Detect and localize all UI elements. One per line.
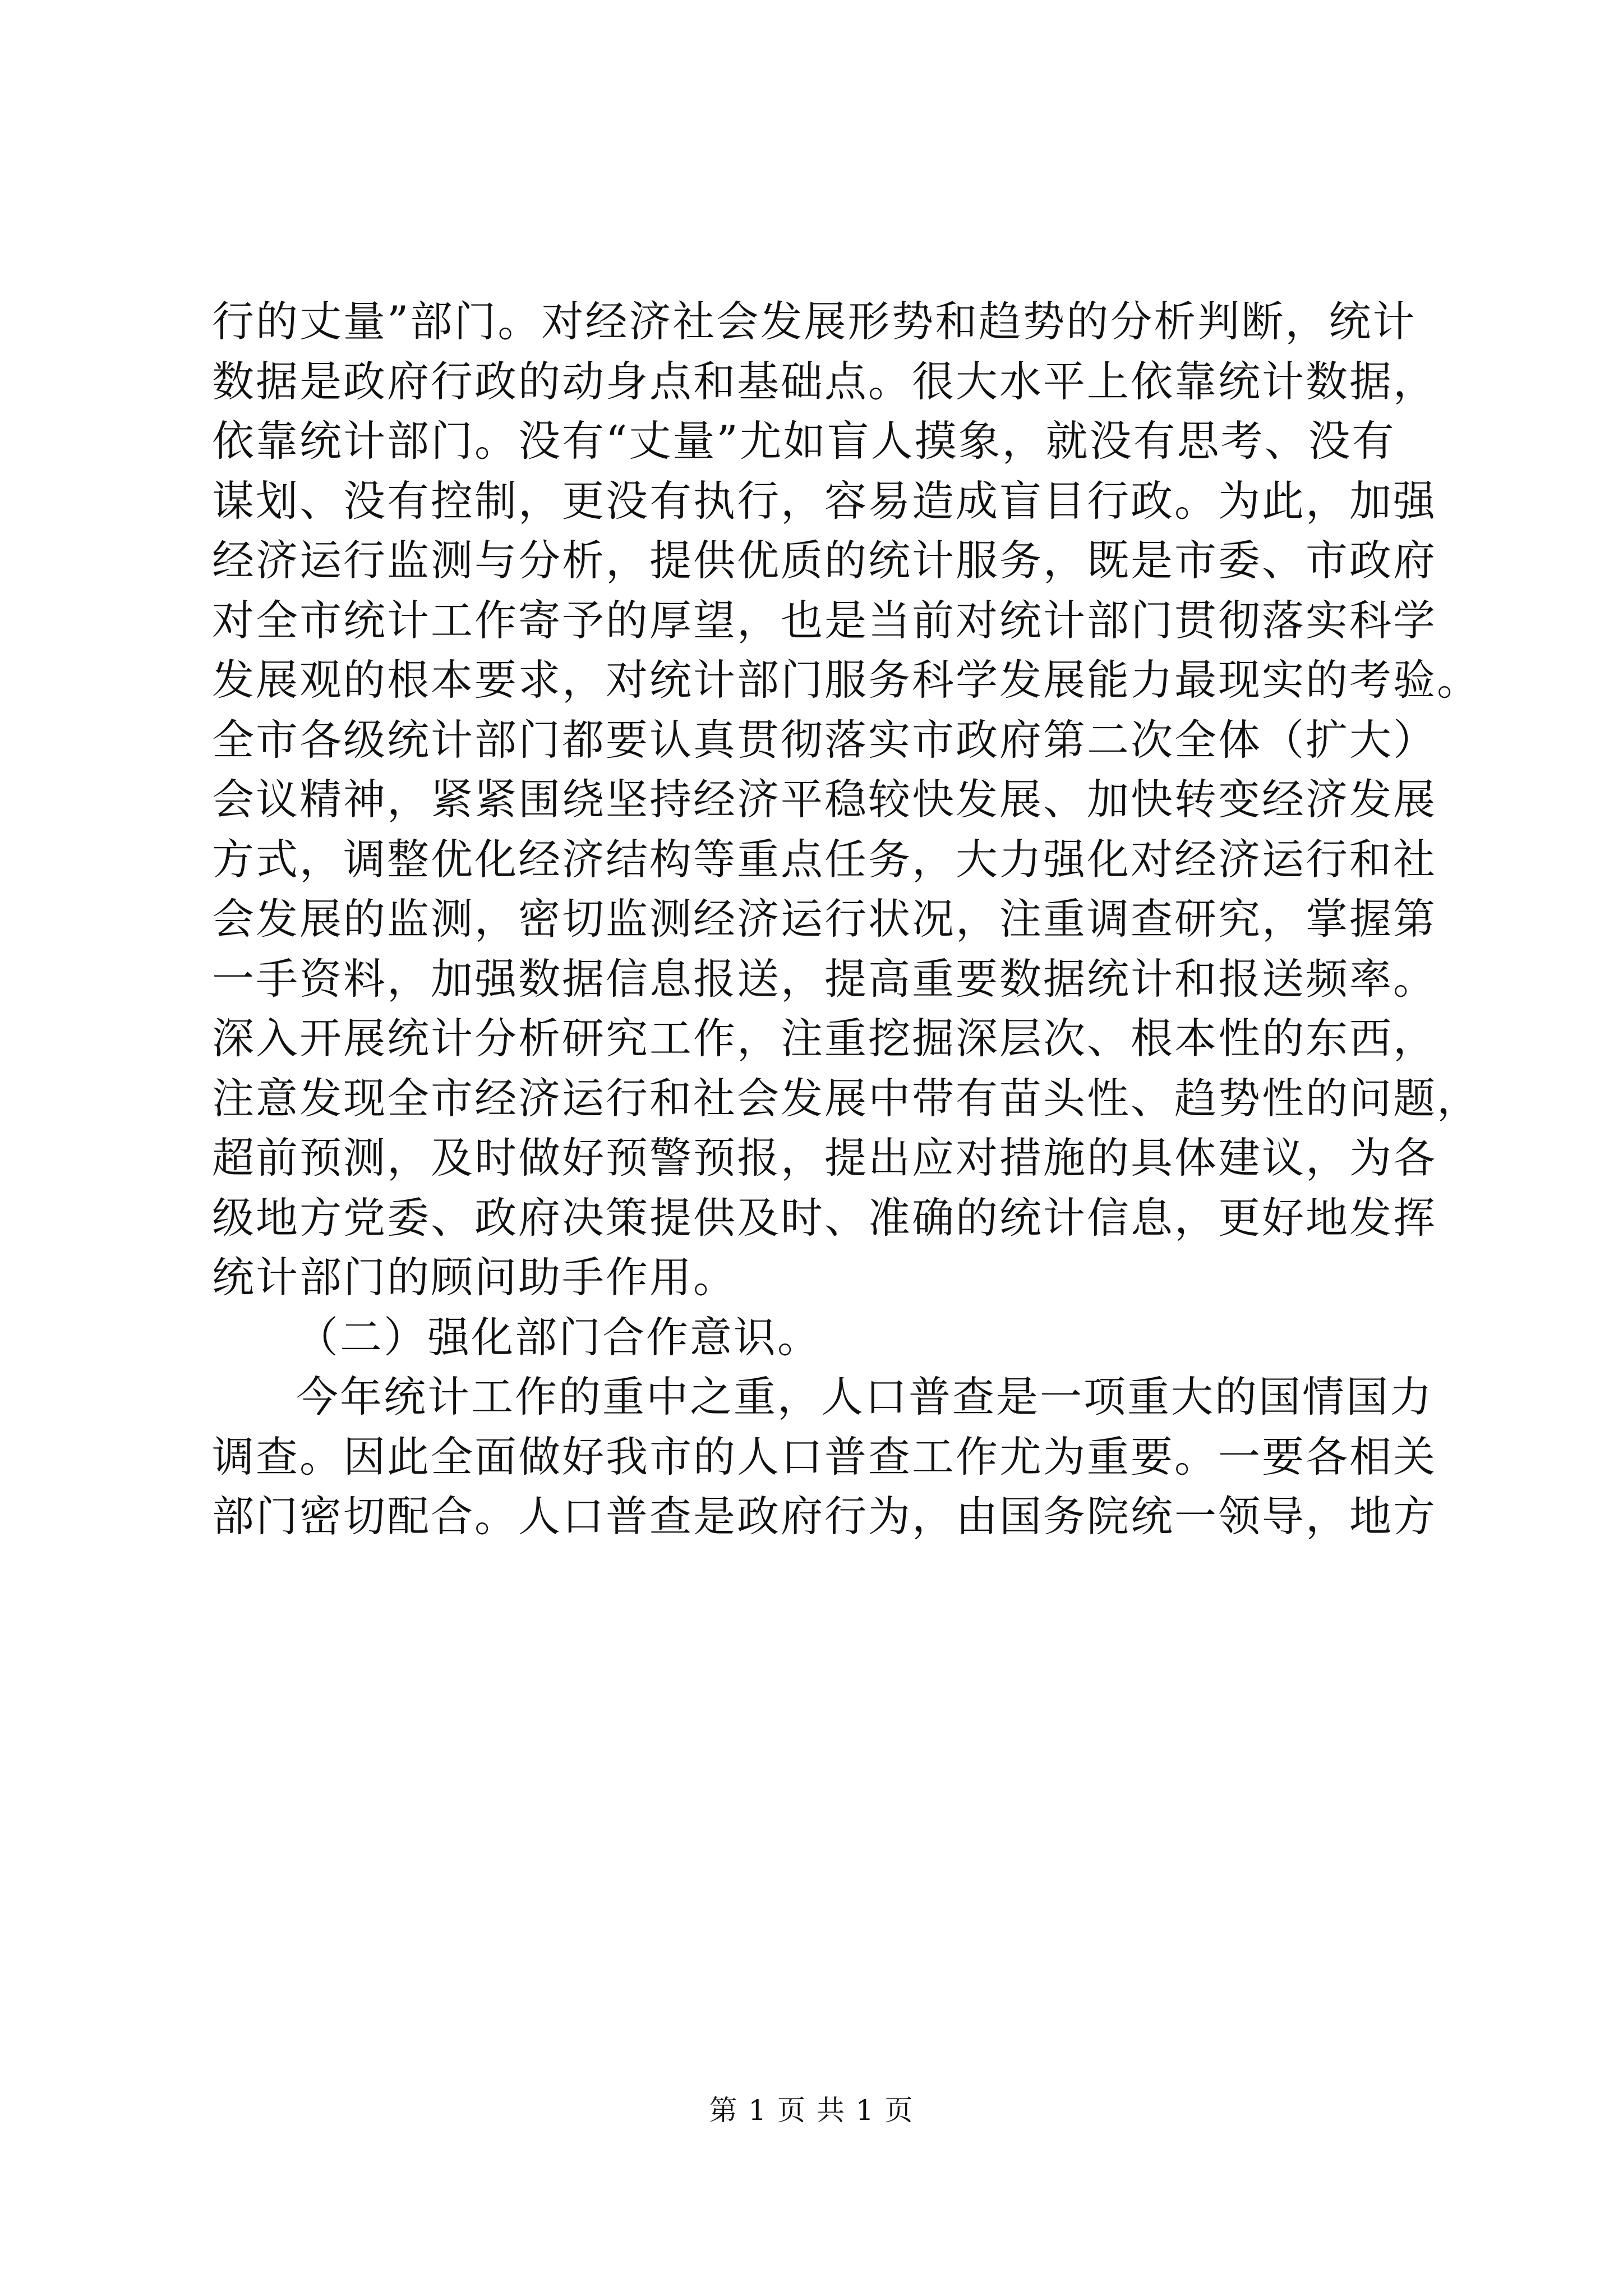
text-line: 调查。因此全面做好我市的人口普查工作尤为重要。一要各相关 [212, 1432, 1437, 1481]
text-line: 依靠统计部门。没有“丈量”尤如盲人摸象，就没有思考、没有 [212, 416, 1396, 466]
text-line: 部门密切配合。人口普查是政府行为，由国务院统一领导，地方 [212, 1492, 1437, 1541]
text-line: 方式，调整优化经济结构等重点任务，大力强化对经济运行和社 [212, 834, 1437, 884]
text-line: 会议精神，紧紧围绕坚持经济平稳较快发展、加快转变经济发展 [212, 775, 1437, 824]
text-line: 谋划、没有控制，更没有执行，容易造成盲目行政。为此，加强 [212, 476, 1437, 526]
text-line: 一手资料，加强数据信息报送，提高重要数据统计和报送频率。 [212, 954, 1437, 1004]
text-line: 数据是政府行政的动身点和基础点。很大水平上依靠统计数据， [212, 356, 1437, 406]
text-line: 深入开展统计分析研究工作，注重挖掘深层次、根本性的东西， [212, 1014, 1437, 1063]
page-number-footer: 第 1 页 共 1 页 [709, 2094, 914, 2127]
text-line: 经济运行监测与分析，提供优质的统计服务，既是市委、市政府 [212, 536, 1437, 585]
text-line: 对全市统计工作寄予的厚望，也是当前对统计部门贯彻落实科学 [212, 595, 1437, 645]
text-line: 会发展的监测，密切监测经济运行状况，注重调查研究，掌握第 [212, 894, 1437, 944]
document-body [212, 292, 1481, 1547]
text-line: 全市各级统计部门都要认真贯彻落实市政府第二次全体（扩大） [212, 715, 1437, 765]
paragraph-first-line: 今年统计工作的重中之重，人口普查是一项重大的国情国力 [296, 1372, 1434, 1421]
text-line: 级地方党委、政府决策提供及时、准确的统计信息，更好地发挥 [212, 1193, 1437, 1243]
text-line: 注意发现全市经济运行和社会发展中带有苗头性、趋势性的问题， [212, 1073, 1481, 1123]
text-line: 行的丈量”部门。对经济社会发展形势和趋势的分析判断，统计 [212, 297, 1417, 346]
text-line: 统计部门的顾问助手作用。 [212, 1253, 737, 1302]
text-line: 发展观的根本要求，对统计部门服务科学发展能力最现实的考验。 [212, 655, 1481, 705]
section-heading: （二）强化部门合作意识。 [296, 1312, 822, 1362]
text-line: 超前预测，及时做好预警预报，提出应对措施的具体建议，为各 [212, 1133, 1437, 1182]
